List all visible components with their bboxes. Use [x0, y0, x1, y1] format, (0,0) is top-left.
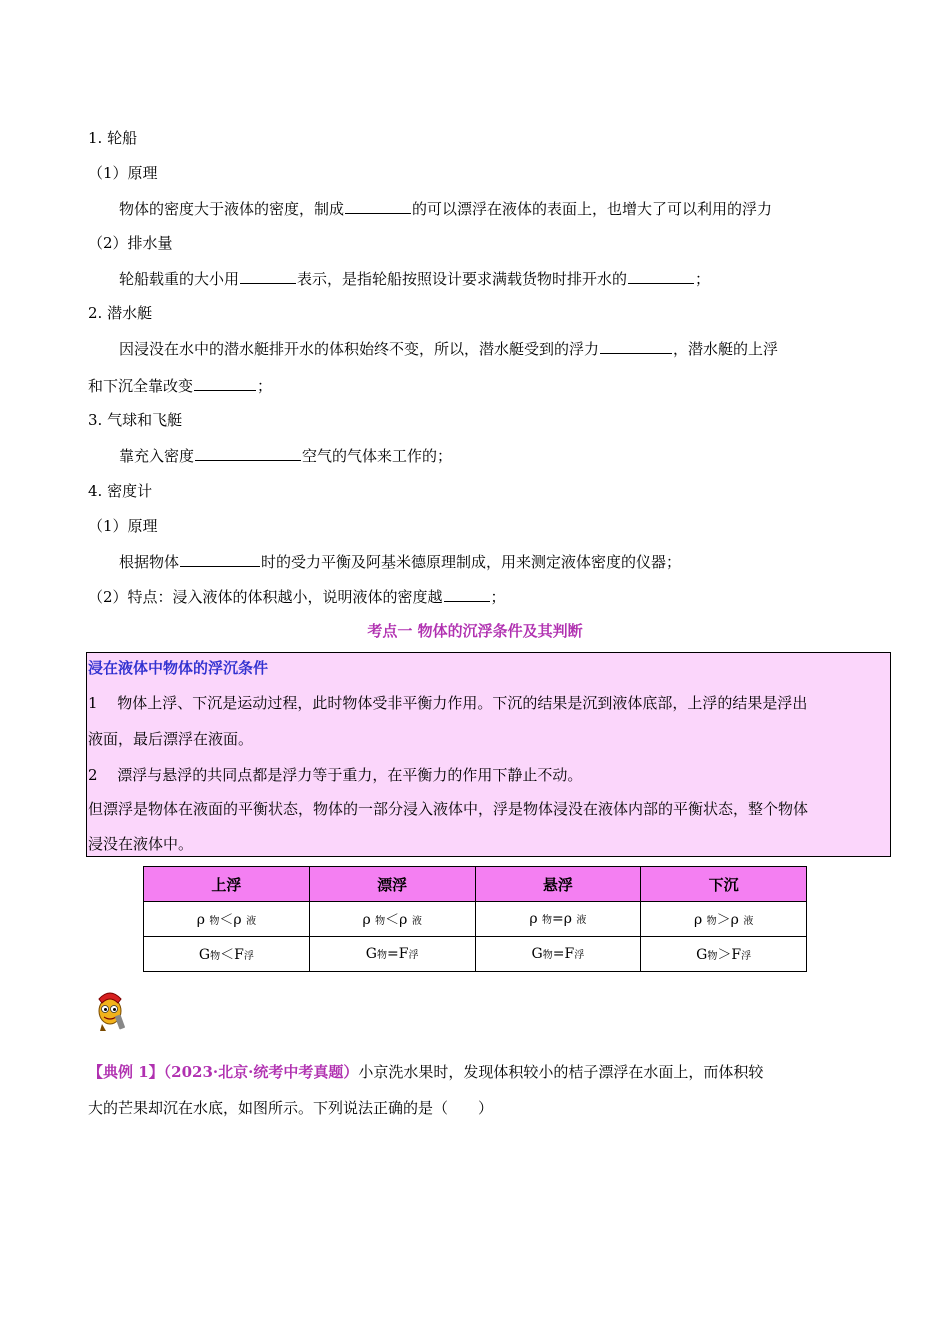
section-4-principle-text: 根据物体 时的受力平衡及阿基米德原理制成，用来测定液体密度的仪器； [119, 553, 682, 571]
table-header-cell: 悬浮 [475, 867, 641, 902]
box-line-2: 液面，最后漂浮在液面。 [88, 730, 254, 748]
fill-blank[interactable] [240, 268, 296, 284]
section-4-feature-text: （2）特点：浸入液体的体积越小，说明液体的密度越 ； [88, 588, 506, 606]
section-1-displacement-title: （2）排水量 [88, 234, 173, 252]
table-cell: G物＜F浮 [144, 937, 310, 972]
fill-blank[interactable] [628, 268, 694, 284]
fill-blank[interactable] [600, 338, 672, 354]
section-1-principle-title: （1）原理 [88, 164, 158, 182]
box-line-5: 浸没在液体中。 [88, 835, 194, 853]
fill-blank[interactable] [444, 586, 490, 602]
table-header-cell: 下沉 [641, 867, 807, 902]
box-line-4: 但漂浮是物体在液面的平衡状态，物体的一部分浸入液体中，浮是物体浸没在液体内部的平衡状态，整个物体 [88, 800, 809, 818]
table-cell: G物=F浮 [309, 937, 475, 972]
table-cell: ρ 物=ρ 液 [475, 902, 641, 937]
conditions-table [143, 866, 807, 972]
example-tag: 【典例 1】（2023·北京·统考中考真题） [88, 1063, 359, 1081]
fill-blank[interactable] [180, 551, 260, 567]
section-1-heading: 1. 轮船 [88, 129, 138, 147]
fill-blank[interactable] [345, 198, 411, 214]
section-1-displacement-text: 轮船载重的大小用 表示，是指轮船按照设计要求满载货物时排开水的 ； [119, 270, 711, 288]
section-2-text-line1: 因浸没在水中的潜水艇排开水的体积始终不变，所以，潜水艇受到的浮力 ，潜水艇的上浮 [119, 340, 779, 358]
section-4-heading: 4. 密度计 [88, 482, 153, 500]
section-1-principle-text: 物体的密度大于液体的密度，制成 的可以漂浮在液体的表面上，也增大了可以利用的浮力 [119, 200, 773, 218]
table-header-cell: 漂浮 [309, 867, 475, 902]
box-heading: 浸在液体中物体的浮沉条件 [88, 659, 269, 677]
section-4-principle-title: （1）原理 [88, 517, 158, 535]
fill-blank[interactable] [195, 445, 301, 461]
table-cell: ρ 物＜ρ 液 [309, 902, 475, 937]
fill-blank[interactable] [194, 375, 256, 391]
table-header-row [144, 867, 807, 902]
table-header-cell: 上浮 [144, 867, 310, 902]
section-2-text-line2: 和下沉全靠改变 ； [88, 377, 273, 395]
table-row [144, 937, 807, 972]
table-cell: G物＞F浮 [641, 937, 807, 972]
table-cell: ρ 物＜ρ 液 [144, 902, 310, 937]
box-line-3: 2 漂浮与悬浮的共同点都是浮力等于重力，在平衡力的作用下静止不动。 [88, 766, 583, 784]
table-cell: ρ 物＞ρ 液 [641, 902, 807, 937]
table-cell: G物=F浮 [475, 937, 641, 972]
floating-conditions-box [86, 652, 891, 857]
example-line-2: 大的芒果却沉在水底，如图所示。下列说法正确的是（ ） [88, 1099, 494, 1117]
section-3-heading: 3. 气球和飞艇 [88, 411, 183, 429]
section-2-heading: 2. 潜水艇 [88, 304, 153, 322]
box-line-1: 1 物体上浮、下沉是运动过程，此时物体受非平衡力作用。下沉的结果是沉到液体底部，上浮的结果是浮出 [88, 694, 808, 712]
topic-title: 考点一 物体的沉浮条件及其判断 [367, 622, 583, 640]
table-row [144, 902, 807, 937]
example-line-1: 【典例 1】（2023·北京·统考中考真题）小京洗水果时，发现体积较小的桔子漂浮在水面上，而体积较 [88, 1063, 764, 1081]
pencil-mascot-icon [90, 985, 130, 1033]
section-3-text: 靠充入密度 空气的气体来工作的； [119, 447, 453, 465]
